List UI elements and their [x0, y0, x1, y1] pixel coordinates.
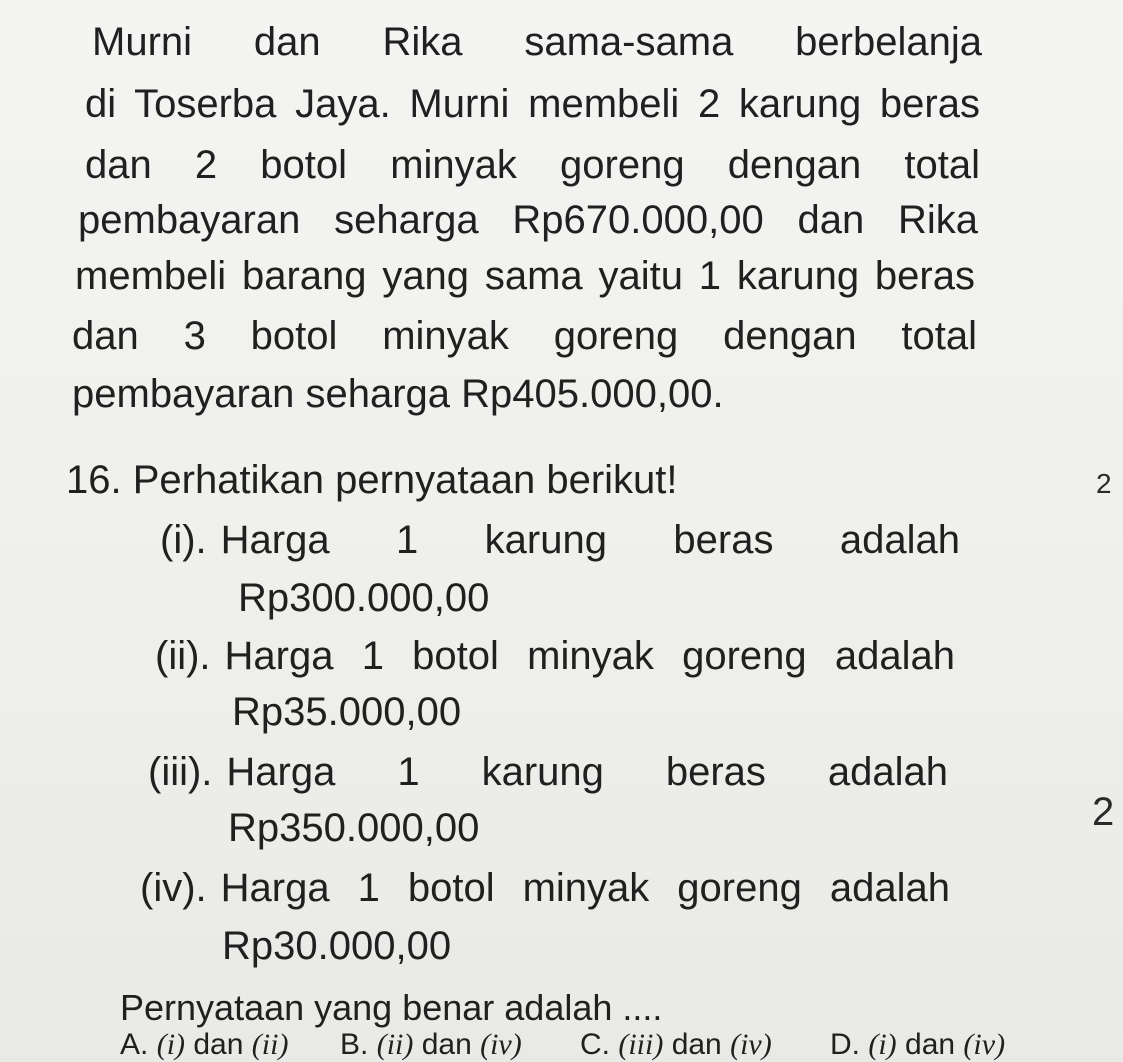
statement-iii-text: Harga 1 karung beras adalah	[226, 750, 948, 794]
statement-iv-marker: (iv).	[140, 866, 207, 910]
option-b-conj: dan	[421, 1028, 472, 1061]
statement-iii-line1	[148, 752, 948, 792]
option-a-conj: dan	[193, 1028, 244, 1061]
intro-line-5: membeli barang yang sama yaitu 1 karung beras	[75, 254, 975, 298]
question-number: 16.	[66, 458, 122, 502]
option-d-first: (i)	[868, 1028, 897, 1061]
option-a-letter: A.	[120, 1028, 149, 1061]
statement-i-value: Rp300.000,00	[238, 576, 490, 620]
question-prompt: Perhatikan pernyataan berikut!	[132, 458, 678, 502]
option-c-letter: C.	[580, 1028, 610, 1061]
intro-line-7: pembayaran seharga Rp405.000,00.	[72, 372, 724, 416]
intro-line-1: Murni dan Rika sama-sama berbelanja	[92, 20, 982, 64]
statement-i-marker: (i).	[160, 518, 207, 562]
intro-line-2: di Toserba Jaya. Murni membeli 2 karung beras	[85, 82, 980, 126]
intro-line-3: dan 2 botol minyak goreng dengan total	[85, 143, 980, 187]
statement-iv-value: Rp30.000,00	[222, 924, 452, 968]
margin-mark-1: 2	[1096, 468, 1112, 499]
statement-iv-line1	[140, 868, 950, 908]
statement-ii-marker: (ii).	[155, 634, 211, 678]
option-b[interactable]	[340, 1030, 522, 1060]
option-b-second: (iv)	[480, 1028, 522, 1061]
option-d[interactable]	[830, 1030, 1005, 1060]
option-c-conj: dan	[671, 1028, 722, 1061]
option-a-first: (i)	[156, 1028, 186, 1061]
option-c[interactable]	[580, 1030, 772, 1060]
option-d-letter: D.	[830, 1028, 860, 1061]
statement-i-text: Harga 1 karung beras adalah	[220, 518, 960, 562]
margin-mark-2: 2	[1092, 790, 1115, 834]
option-c-first: (iii)	[618, 1028, 664, 1061]
statement-iv-text: Harga 1 botol minyak goreng adalah	[220, 866, 950, 910]
option-b-letter: B.	[340, 1028, 369, 1061]
option-d-second: (iv)	[963, 1028, 1006, 1061]
option-a[interactable]	[120, 1030, 288, 1060]
statement-ii-value: Rp35.000,00	[232, 690, 462, 734]
statement-iii-value: Rp350.000,00	[228, 806, 480, 850]
intro-line-4: pembayaran seharga Rp670.000,00 dan Rika	[78, 198, 978, 242]
statement-ii-text: Harga 1 botol minyak goreng adalah	[224, 634, 955, 678]
question-ask: Pernyataan yang benar adalah ....	[120, 987, 663, 1028]
statement-i-line1	[160, 520, 960, 560]
option-b-first: (ii)	[376, 1028, 414, 1061]
statement-iii-marker: (iii).	[148, 750, 213, 794]
intro-line-6: dan 3 botol minyak goreng dengan total	[72, 314, 977, 358]
statement-ii-line1	[155, 636, 955, 676]
option-c-second: (iv)	[730, 1028, 772, 1061]
option-a-second: (ii)	[251, 1028, 289, 1061]
option-d-conj: dan	[905, 1028, 956, 1061]
question-header	[66, 460, 678, 500]
